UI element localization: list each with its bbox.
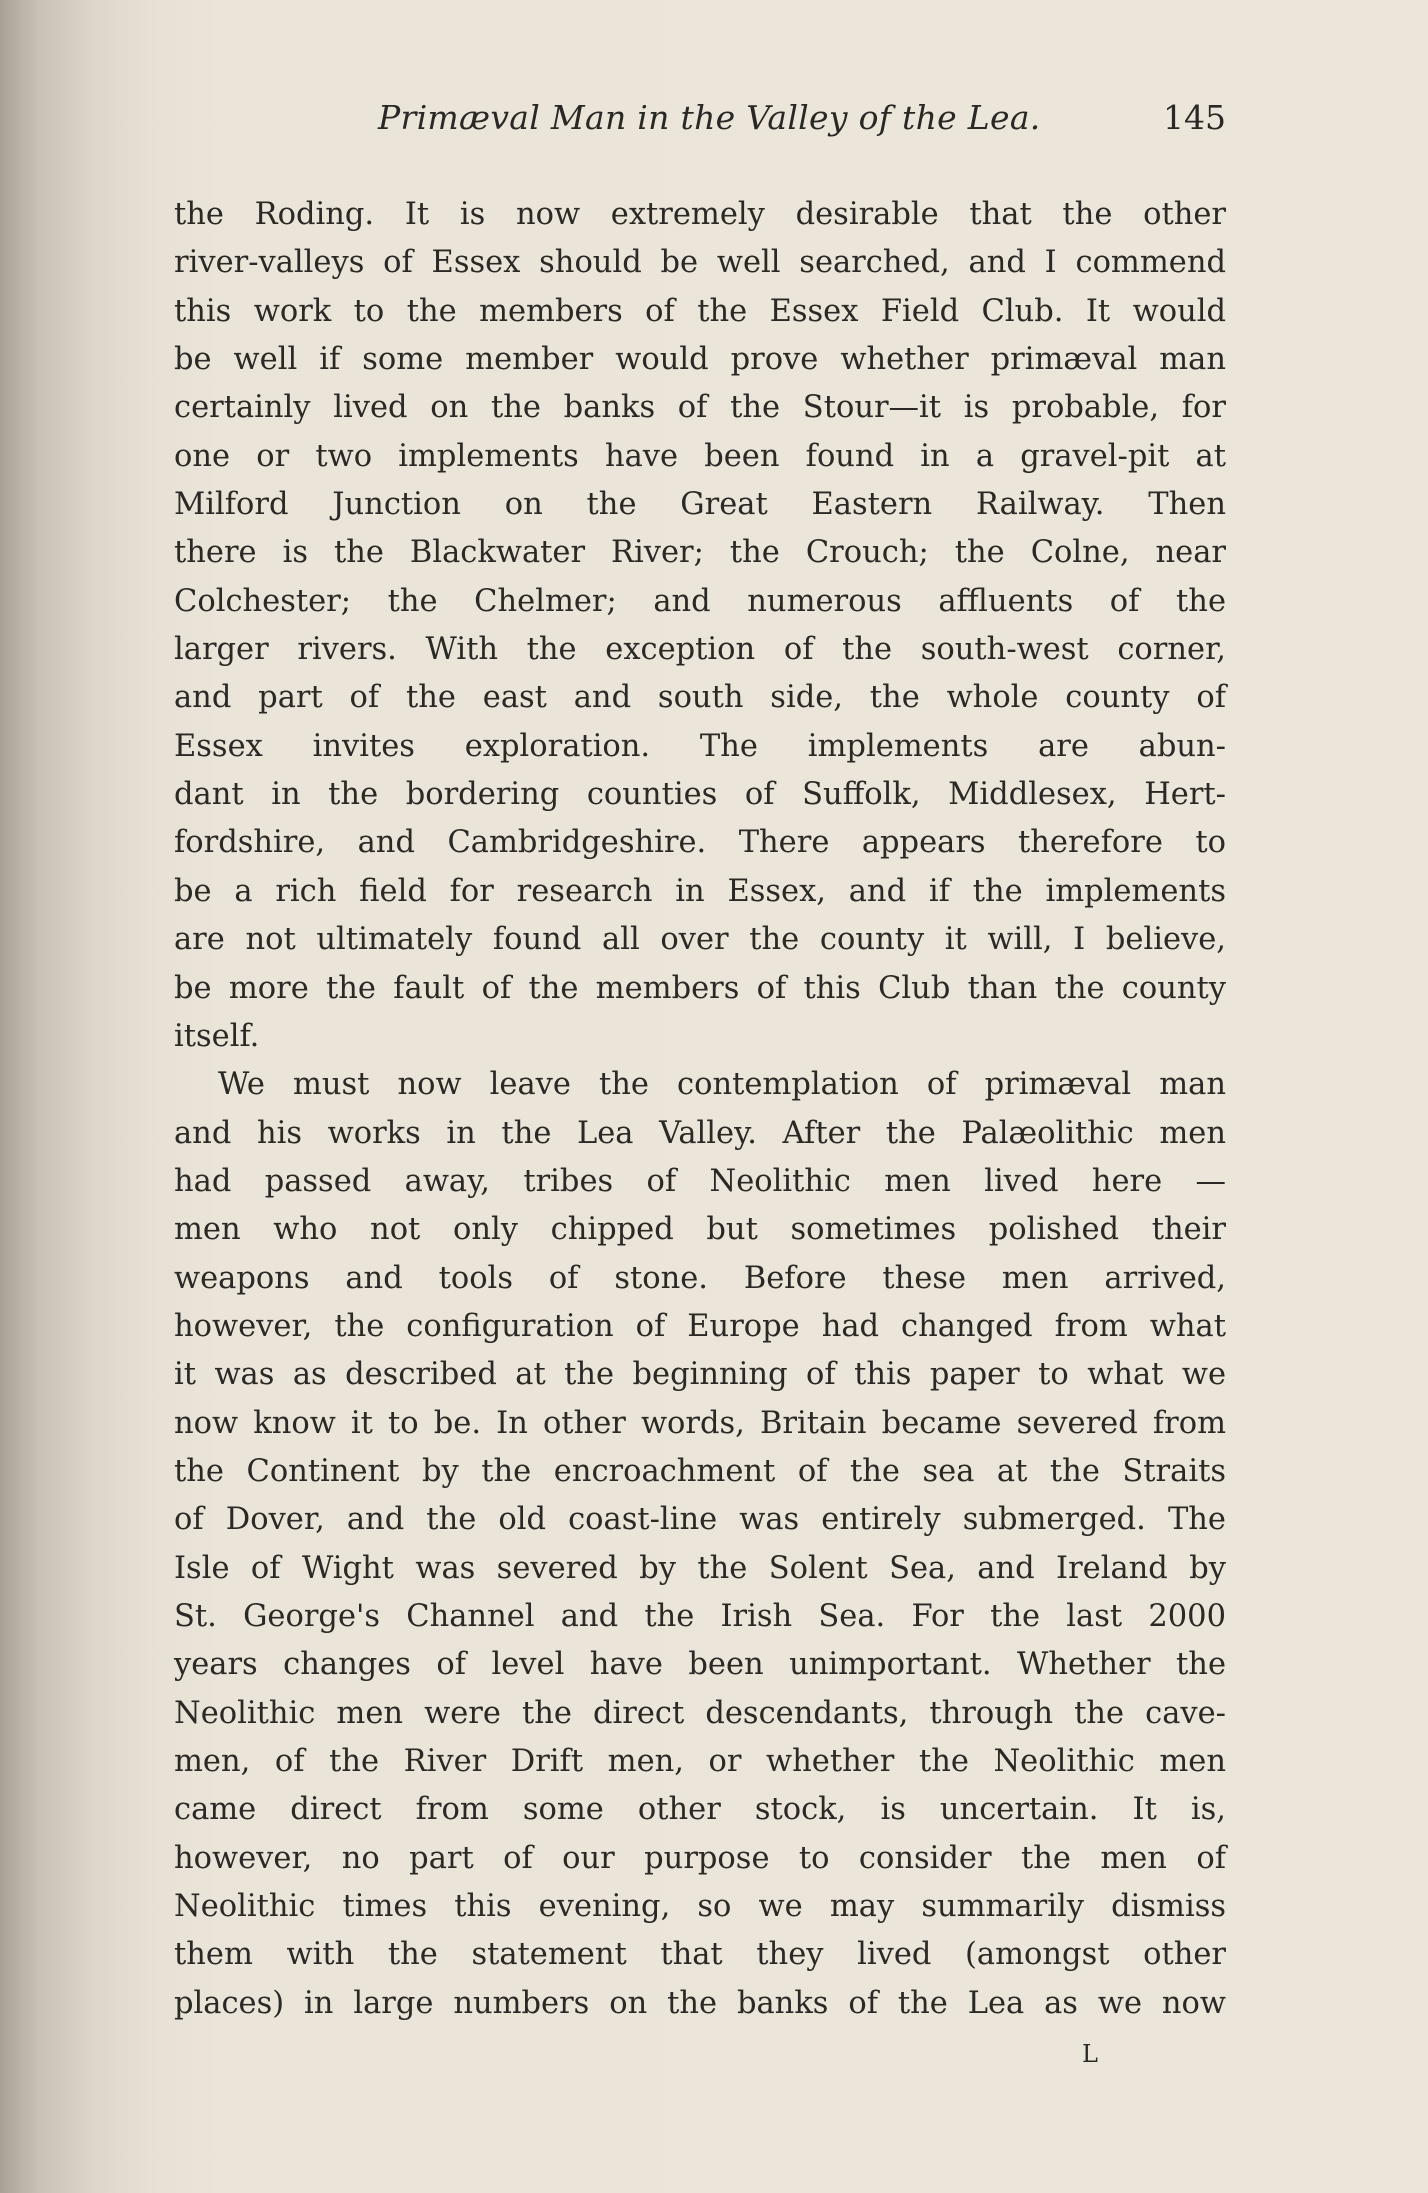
text-line: larger rivers. With the exception of the south-west corner,: [174, 632, 1226, 668]
text-line: came direct from some other stock, is uncertain. It is,: [174, 1792, 1226, 1828]
text-line: there is the Blackwater River; the Crouch; the Colne, near: [174, 535, 1226, 571]
text-line: had passed away, tribes of Neolithic men lived here —: [174, 1163, 1226, 1199]
text-line: places) in large numbers on the banks of the Lea as we now: [174, 1985, 1226, 2021]
text-line: one or two implements have been found in a gravel-pit at: [174, 438, 1226, 474]
text-line: Neolithic times this evening, so we may summarily dismiss: [174, 1889, 1226, 1925]
text-line: be a rich field for research in Essex, and if the implements: [174, 873, 1226, 909]
text-line: Essex invites exploration. The implements are abun-: [174, 728, 1226, 764]
text-line: however, no part of our purpose to consider the men of: [174, 1840, 1226, 1876]
text-line: We must now leave the contemplation of primæval man: [218, 1067, 1226, 1103]
text-line: this work to the members of the Essex Field Club. It would: [174, 293, 1226, 329]
text-line: now know it to be. In other words, Britain became severed from: [174, 1405, 1226, 1441]
text-line: men, of the River Drift men, or whether the Neolithic men: [174, 1744, 1226, 1779]
text-line: of Dover, and the old coast-line was entirely submerged. The: [174, 1502, 1226, 1538]
text-line: be more the fault of the members of this Club than the county: [174, 970, 1226, 1006]
text-line: years changes of level have been unimportant. Whether the: [174, 1647, 1226, 1683]
text-line: fordshire, and Cambridgeshire. There appears therefore to: [174, 825, 1226, 861]
text-line: dant in the bordering counties of Suffolk, Middlesex, Hert-: [174, 777, 1226, 813]
text-line: the Continent by the encroachment of the sea at the Straits: [174, 1453, 1226, 1489]
page-number: 145: [1163, 98, 1226, 137]
text-line: Isle of Wight was severed by the Solent Sea, and Ireland by: [174, 1550, 1226, 1586]
text-line: them with the statement that they lived (amongst other: [174, 1937, 1226, 1973]
signature-mark: L: [1082, 2040, 1098, 2068]
text-line: Colchester; the Chelmer; and numerous affluents of the: [174, 583, 1226, 619]
text-line: and his works in the Lea Valley. After the Palæolithic men: [174, 1115, 1226, 1151]
text-line: Milford Junction on the Great Eastern Railway. Then: [174, 487, 1226, 523]
text-line: it was as described at the beginning of this paper to what we: [174, 1357, 1226, 1393]
text-line: be well if some member would prove whether primæval man: [174, 342, 1226, 378]
text-line: the Roding. It is now extremely desirable that the other: [174, 197, 1226, 232]
page-header: [378, 98, 1226, 150]
text-line: men who not only chipped but sometimes polished their: [174, 1212, 1226, 1248]
running-title: Primæval Man in the Valley of the Lea.: [378, 98, 1041, 137]
text-line: itself.: [174, 1018, 260, 1054]
text-line: weapons and tools of stone. Before these men arrived,: [174, 1260, 1226, 1296]
text-line: are not ultimately found all over the county it will, I believe,: [174, 922, 1226, 958]
text-line: certainly lived on the banks of the Stour—it is probable, for: [174, 390, 1226, 426]
text-line: however, the configuration of Europe had changed from what: [174, 1308, 1226, 1344]
text-line: river-valleys of Essex should be well searched, and I commend: [174, 245, 1226, 281]
text-line: and part of the east and south side, the whole county of: [174, 680, 1226, 716]
body-text: [174, 191, 1226, 2028]
text-line: Neolithic men were the direct descendants, through the cave-: [174, 1695, 1226, 1731]
text-line: St. George's Channel and the Irish Sea. For the last 2000: [174, 1598, 1226, 1634]
